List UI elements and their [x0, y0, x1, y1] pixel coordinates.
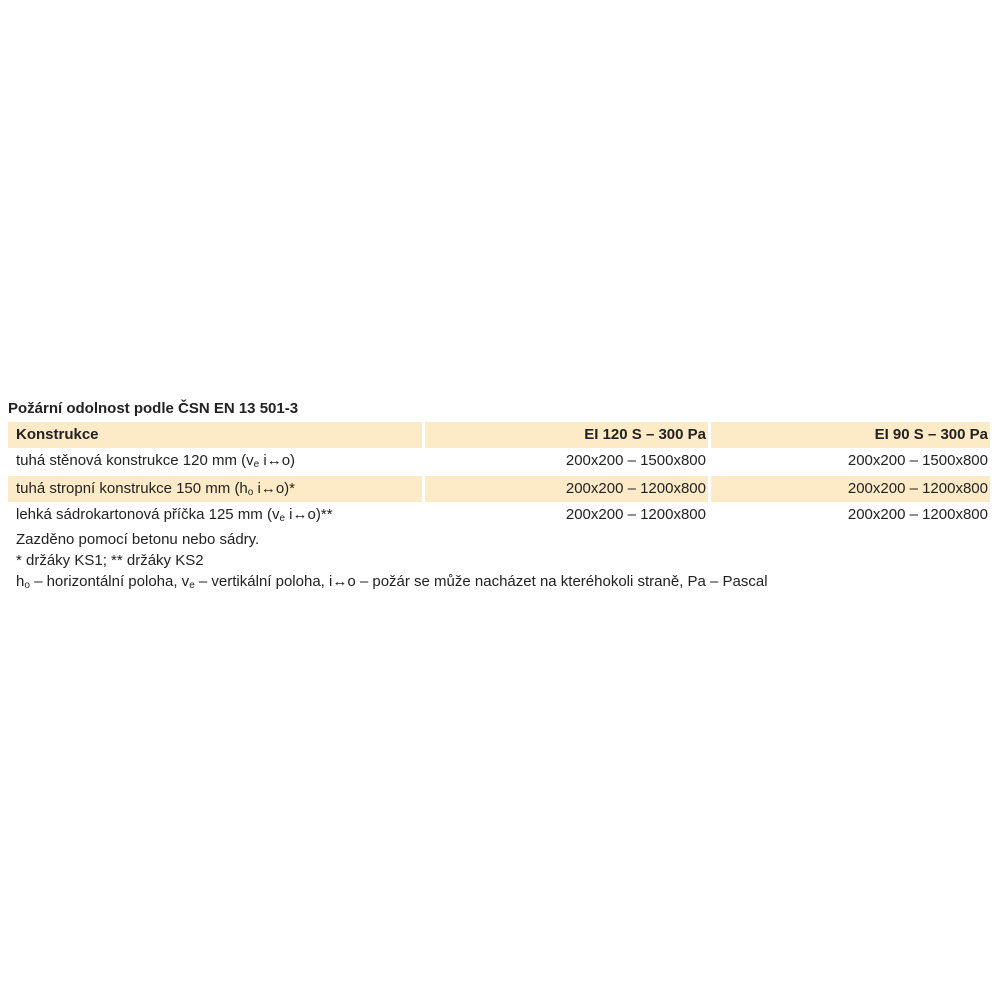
footnote-mounting: Zazděno pomocí betonu nebo sádry. — [16, 531, 260, 548]
cell-ei90: 200x200 – 1200x800 — [711, 476, 990, 502]
column-header-ei90: EI 90 S – 300 Pa — [711, 422, 990, 448]
cell-ei120: 200x200 – 1200x800 — [565, 506, 706, 523]
fire-resistance-section — [8, 398, 990, 592]
row-label: tuhá stropní konstrukce 150 mm ($h_o$ i↔o)* — [8, 476, 422, 502]
cell-ei90: 200x200 – 1200x800 — [847, 506, 988, 523]
footnotes — [8, 529, 990, 592]
cell-ei120: 200x200 – 1200x800 — [425, 476, 708, 502]
row-label: lehká sádrokartonová příčka 125 mm ($v_e$ i↔o)** — [16, 506, 333, 524]
footnote-holders: * držáky KS1; ** držáky KS2 — [16, 552, 204, 569]
table-header-row — [8, 422, 990, 448]
column-header-construction: Konstrukce — [8, 422, 422, 448]
footnote-legend: $h_o$ – horizontální poloha, $v_e$ – vertikální poloha, i↔o – požár se může nacházet na kteréhokoli straně, Pa – Pascal — [16, 573, 768, 591]
column-header-ei120: EI 120 S – 300 Pa — [425, 422, 708, 448]
table-row — [8, 502, 990, 528]
cell-ei120: 200x200 – 1500x800 — [565, 452, 706, 469]
fire-resistance-table — [5, 422, 993, 528]
table-row — [8, 476, 990, 502]
row-label: tuhá stěnová konstrukce 120 mm ($v_e$ i↔o) — [16, 452, 296, 470]
table-row — [8, 448, 990, 474]
cell-ei90: 200x200 – 1500x800 — [847, 452, 988, 469]
section-title: Požární odolnost podle ČSN EN 13 501-3 — [8, 400, 299, 417]
